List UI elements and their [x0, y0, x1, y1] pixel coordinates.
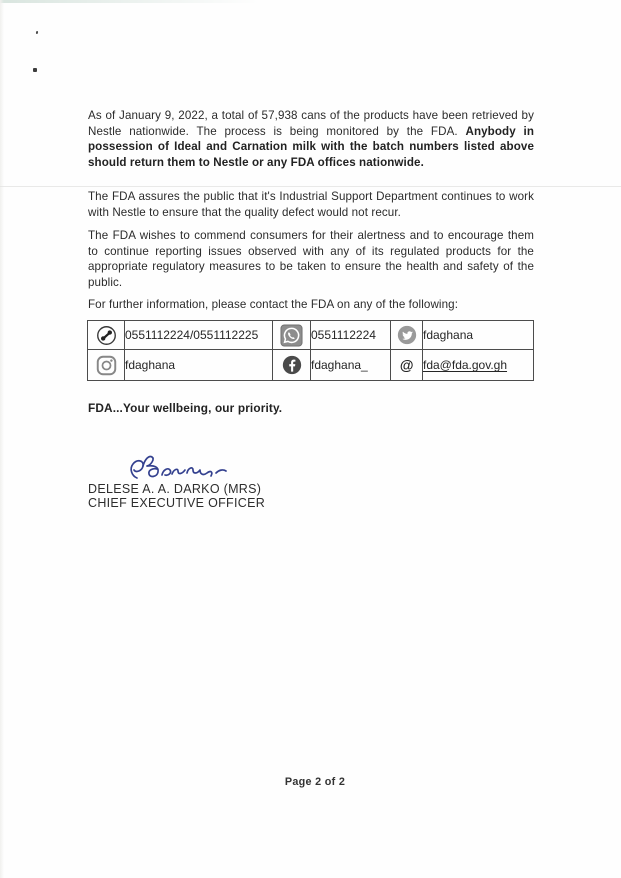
email-address: fda@fda.gov.gh — [423, 350, 534, 381]
contact-table — [87, 320, 534, 381]
facebook-handle: fdaghana_ — [311, 350, 391, 381]
whatsapp-cell — [273, 321, 311, 350]
contact-table-row — [88, 350, 534, 381]
recall-instruction-bold-text: Anybody in possession of Ideal and Carnation milk with the batch numbers listed above should return them to Nestle or any FDA offices nationwide. — [88, 124, 534, 169]
twitter-handle: fdaghana — [423, 321, 534, 350]
twitter-icon — [397, 325, 417, 345]
signature-image — [123, 449, 233, 485]
instagram-handle: fdaghana — [125, 350, 273, 381]
facebook-icon — [282, 355, 302, 375]
page-number: Page 2 of 2 — [284, 776, 346, 788]
whatsapp-number: 0551112224 — [311, 321, 391, 350]
scan-edge-tint — [0, 0, 260, 3]
phone-cell — [88, 321, 125, 350]
instagram-icon — [96, 355, 117, 376]
email-cell-icon — [391, 350, 423, 381]
paragraph-contact-intro: For further information, please contact the FDA on any of the following: — [88, 298, 459, 311]
signatory-title: CHIEF EXECUTIVE OFFICER — [88, 496, 266, 510]
at-icon: @ — [399, 357, 414, 373]
signatory-name: DELESE A. A. DARKO (MRS) — [88, 482, 262, 496]
paragraph-commendation: The FDA wishes to commend consumers for their alertness and to encourage them to continue reporting issues observed with any of its regulated products for the appropriate regulatory measures to be taken to ensure the health and safety of the public. — [88, 229, 534, 289]
fda-tagline: FDA...Your wellbeing, our priority. — [88, 401, 283, 415]
scan-edge-shadow — [0, 0, 4, 878]
scan-speck — [33, 68, 37, 72]
instagram-cell — [88, 350, 125, 381]
phone-icon — [96, 325, 117, 346]
paragraph-recall-summary — [88, 108, 534, 170]
scan-speck — [36, 31, 38, 34]
recall-summary-text: As of January 9, 2022, a total of 57,938 cans of the products have been retrieved by Nestle nationwide. The process is being monitored by the FDA. — [88, 109, 534, 138]
facebook-cell — [273, 350, 311, 381]
scan-fold-line — [0, 186, 621, 187]
paragraph-assurance: The FDA assures the public that it's Industrial Support Department continues to work with Nestle to ensure that the quality defect would not recur. — [88, 190, 534, 219]
phone-numbers: 0551112224/0551112225 — [125, 321, 273, 350]
whatsapp-icon — [280, 324, 303, 347]
contact-table-row — [88, 321, 534, 350]
twitter-cell — [391, 321, 423, 350]
